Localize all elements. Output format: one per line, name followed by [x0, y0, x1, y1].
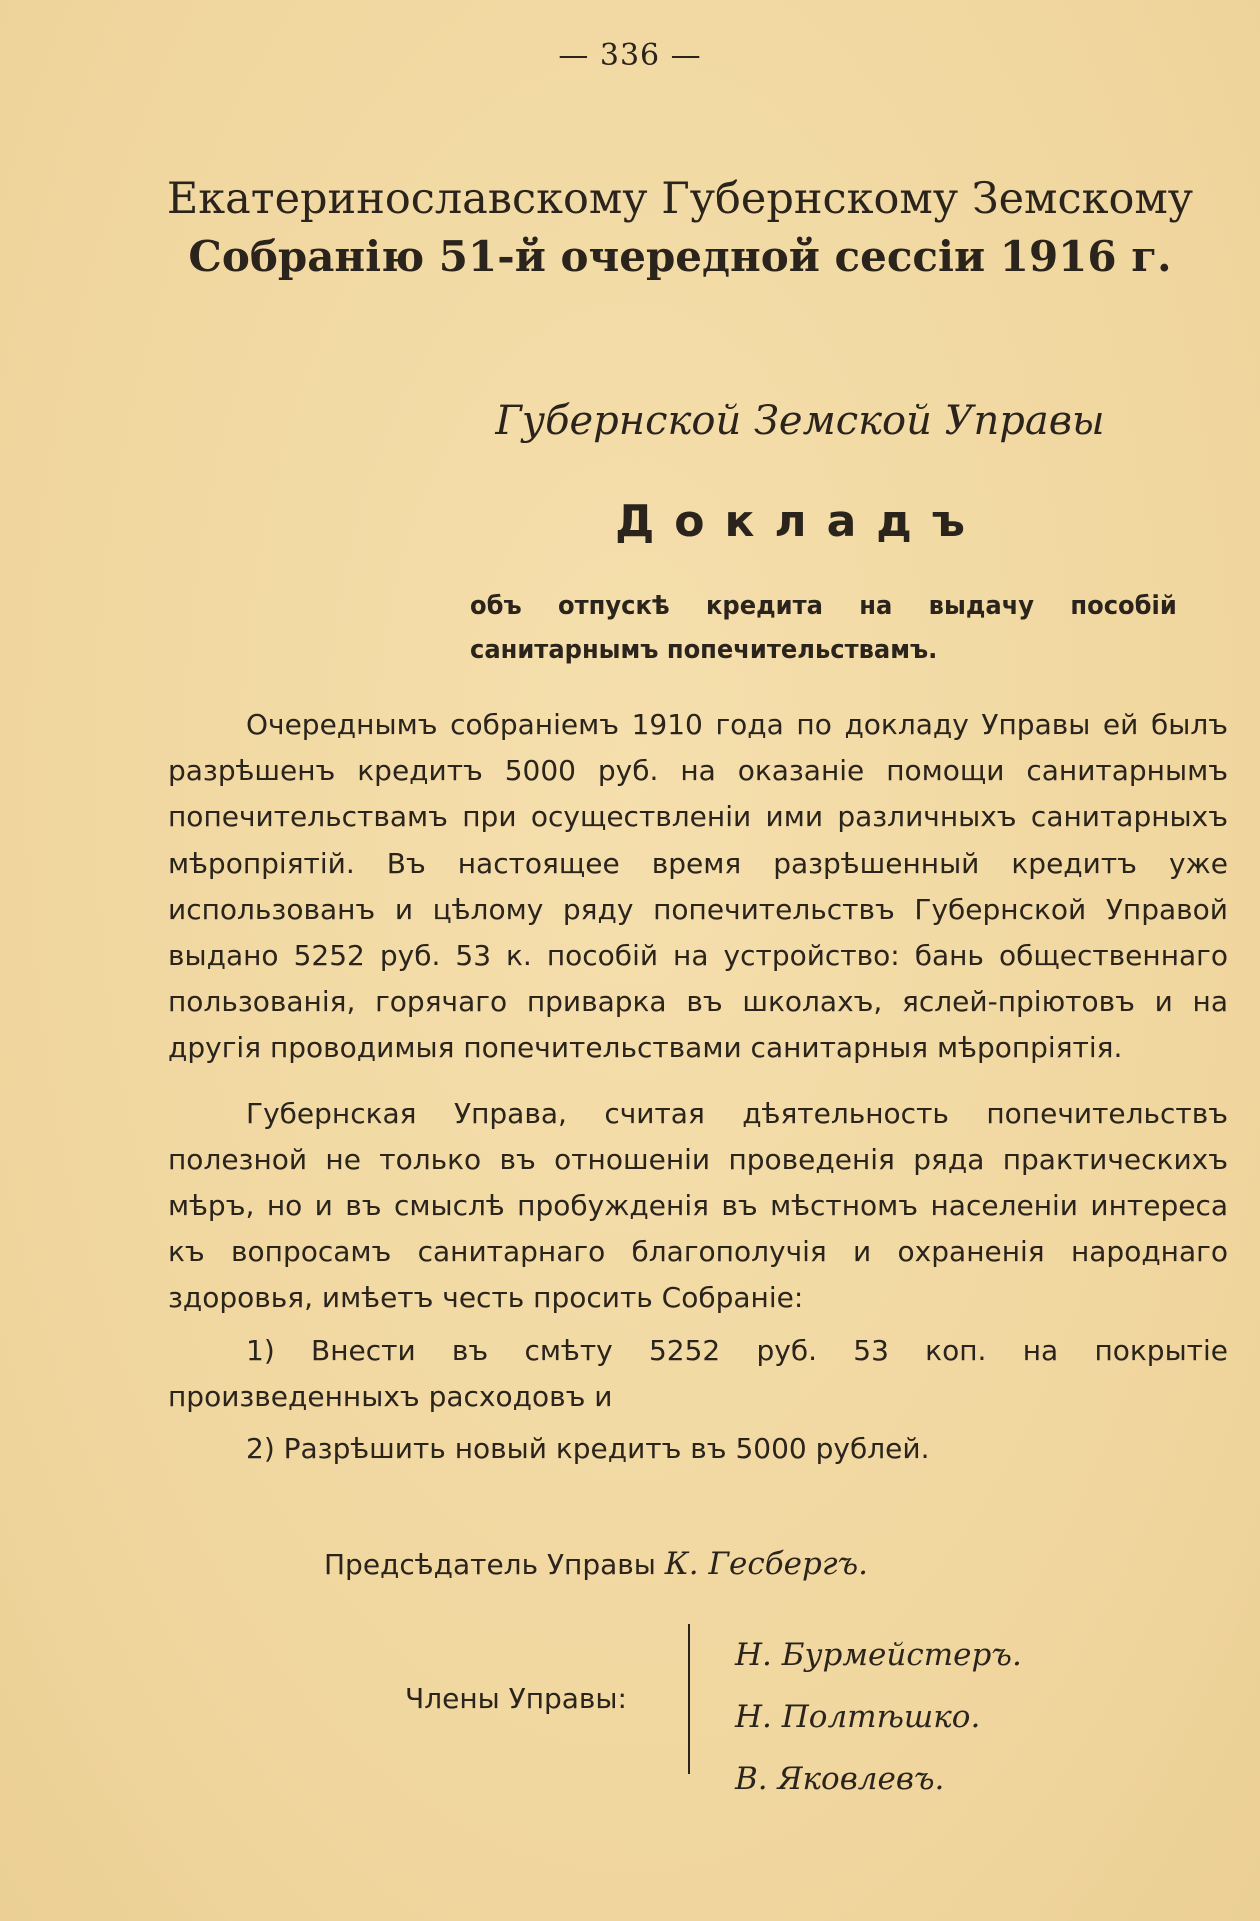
chairman-label: Предсѣдатель Управы	[324, 1548, 656, 1581]
document-subject: объ отпускѣ кредита на выдачу пособій санитарнымъ попечительствамъ.	[470, 591, 1177, 665]
members-brace	[688, 1624, 690, 1774]
member-name: Н. Полтѣшко.	[735, 1699, 981, 1735]
title-line-2: Собранію 51-й очередной сессіи 1916 г.	[188, 232, 1172, 281]
chairman-signature-line	[324, 1546, 1124, 1582]
members-label: Члены Управы:	[405, 1682, 627, 1715]
chairman-name: К. Гесбергъ.	[664, 1546, 869, 1582]
page-number: — 336 —	[558, 38, 702, 73]
paragraph-3: 1) Внести въ смѣту 5252 руб. 53 коп. на покрытіе произведенныхъ расходовъ и	[168, 1333, 1228, 1413]
paragraph-2: Губернская Управа, считая дѣятельность попечительствъ полезной не только въ отношеніи проведенія ряда практическихъ мѣръ, но и въ смыслѣ пробужденія въ мѣстномъ населеніи интереса къ вопросамъ санитарнаго благополучія и охраненія народнаго здоровья, имѣетъ честь просить Собраніе:	[168, 1096, 1228, 1315]
document-type-heading: Докладъ	[615, 496, 985, 547]
title-line-1: Екатеринославскому Губернскому Земскому	[166, 174, 1194, 224]
member-name: В. Яковлевъ.	[735, 1761, 945, 1797]
page-title	[140, 170, 1220, 286]
paragraph-4: 2) Разрѣшить новый кредитъ въ 5000 рублей.	[246, 1432, 930, 1466]
members-list	[735, 1624, 1135, 1810]
issuing-authority: Губернской Земской Управы	[495, 398, 1105, 444]
paragraph-1: Очереднымъ собраніемъ 1910 года по докладу Управы ей былъ разрѣшенъ кредитъ 5000 руб. на оказаніе помощи санитарнымъ попечительствамъ при осуществленіи ими различныхъ санитарныхъ мѣропріятій. Въ настоящее время разрѣшенный кредитъ уже использованъ и цѣлому ряду попечительствъ Губернской Управой выдано 5252 руб. 53 к. пособій на устройство: бань общественнаго пользованія, горячаго приварка въ школахъ, яслей-пріютовъ и на другія проводимыя попечительствами санитарныя мѣропріятія.	[168, 708, 1228, 1065]
member-name: Н. Бурмейстеръ.	[735, 1637, 1022, 1673]
document-body	[168, 702, 1228, 1491]
